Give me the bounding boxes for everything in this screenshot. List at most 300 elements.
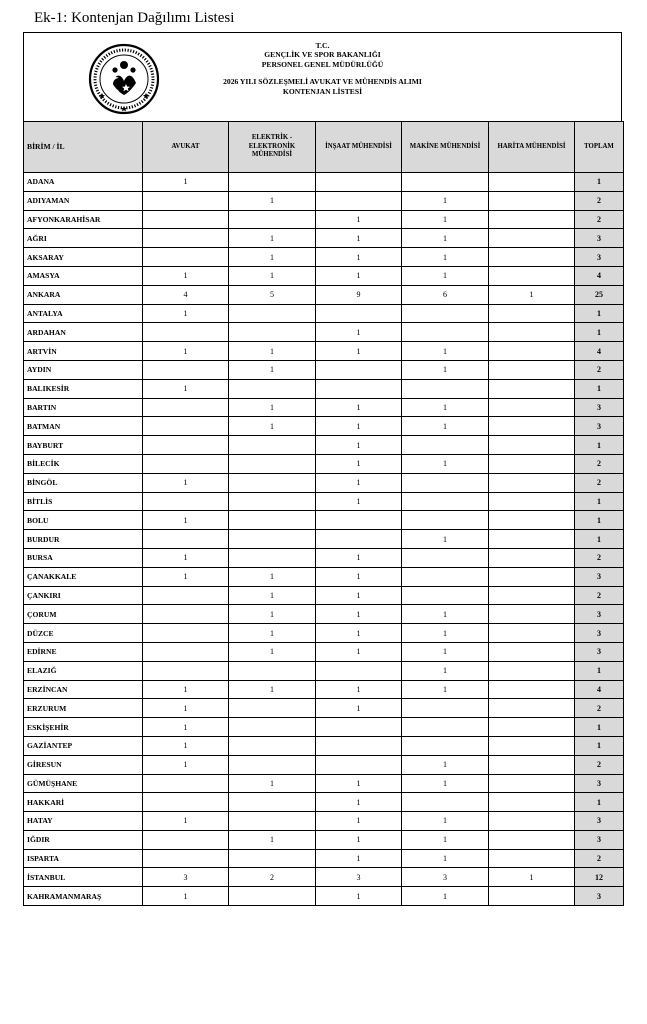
cell-makine [402, 699, 489, 718]
col-header-harita: HARİTA MÜHENDİSİ [489, 122, 575, 173]
cell-insaat [316, 530, 402, 549]
cell-insaat: 1 [316, 210, 402, 229]
cell-harita [489, 624, 575, 643]
cell-il: AYDIN [24, 360, 143, 379]
header-recruitment-title: 2026 YILI SÖZLEŞMELİ AVUKAT VE MÜHENDİS ALIMI [223, 77, 422, 87]
cell-il: GİRESUN [24, 755, 143, 774]
cell-makine [402, 473, 489, 492]
table-row [24, 661, 624, 680]
cell-insaat [316, 661, 402, 680]
cell-avukat: 1 [143, 887, 229, 906]
cell-elektrik: 1 [229, 342, 316, 361]
cell-insaat: 1 [316, 793, 402, 812]
cell-elektrik [229, 755, 316, 774]
col-header-birim: BİRİM / İL [24, 122, 143, 173]
cell-makine: 1 [402, 812, 489, 831]
cell-elektrik: 5 [229, 285, 316, 304]
cell-il: ADIYAMAN [24, 191, 143, 210]
cell-il: EDİRNE [24, 642, 143, 661]
cell-avukat: 1 [143, 173, 229, 192]
cell-harita [489, 436, 575, 455]
cell-il: ÇANKIRI [24, 586, 143, 605]
cell-insaat: 3 [316, 868, 402, 887]
cell-toplam: 1 [575, 323, 624, 342]
cell-elektrik: 1 [229, 567, 316, 586]
cell-avukat [143, 586, 229, 605]
cell-elektrik [229, 793, 316, 812]
cell-toplam: 4 [575, 680, 624, 699]
cell-avukat: 1 [143, 736, 229, 755]
cell-insaat [316, 379, 402, 398]
cell-harita: 1 [489, 868, 575, 887]
cell-makine: 1 [402, 360, 489, 379]
table-row [24, 173, 624, 192]
cell-toplam: 3 [575, 624, 624, 643]
cell-avukat: 3 [143, 868, 229, 887]
cell-harita [489, 454, 575, 473]
cell-avukat [143, 360, 229, 379]
cell-il: ESKİŞEHİR [24, 718, 143, 737]
cell-avukat [143, 229, 229, 248]
cell-avukat [143, 492, 229, 511]
cell-avukat [143, 774, 229, 793]
col-header-makine: MAKİNE MÜHENDİSİ [402, 122, 489, 173]
cell-toplam: 1 [575, 661, 624, 680]
cell-insaat [316, 304, 402, 323]
cell-toplam: 2 [575, 210, 624, 229]
cell-toplam: 2 [575, 755, 624, 774]
cell-insaat: 1 [316, 605, 402, 624]
cell-toplam: 3 [575, 830, 624, 849]
cell-elektrik: 2 [229, 868, 316, 887]
cell-insaat: 1 [316, 624, 402, 643]
cell-insaat: 1 [316, 699, 402, 718]
cell-makine [402, 567, 489, 586]
cell-insaat: 1 [316, 680, 402, 699]
quota-table [23, 121, 624, 906]
col-header-toplam: TOPLAM [575, 122, 624, 173]
cell-harita [489, 266, 575, 285]
cell-makine: 1 [402, 229, 489, 248]
table-row [24, 642, 624, 661]
cell-avukat: 1 [143, 718, 229, 737]
cell-makine: 1 [402, 248, 489, 267]
header-directorate: PERSONEL GENEL MÜDÜRLÜĞÜ [261, 59, 384, 69]
cell-makine: 6 [402, 285, 489, 304]
table-row [24, 774, 624, 793]
cell-elektrik: 1 [229, 191, 316, 210]
cell-insaat: 1 [316, 774, 402, 793]
table-row [24, 812, 624, 831]
table-row [24, 793, 624, 812]
table-row [24, 229, 624, 248]
cell-harita [489, 511, 575, 530]
cell-il: BARTIN [24, 398, 143, 417]
cell-avukat [143, 436, 229, 455]
table-row [24, 398, 624, 417]
cell-makine: 3 [402, 868, 489, 887]
cell-il: BOLU [24, 511, 143, 530]
cell-avukat: 1 [143, 342, 229, 361]
cell-toplam: 1 [575, 718, 624, 737]
table-row [24, 624, 624, 643]
cell-makine: 1 [402, 398, 489, 417]
cell-insaat: 1 [316, 642, 402, 661]
cell-insaat [316, 511, 402, 530]
cell-avukat: 1 [143, 755, 229, 774]
cell-harita [489, 379, 575, 398]
table-row [24, 530, 624, 549]
cell-makine: 1 [402, 887, 489, 906]
table-row [24, 379, 624, 398]
cell-il: AKSARAY [24, 248, 143, 267]
cell-avukat [143, 210, 229, 229]
cell-harita [489, 417, 575, 436]
cell-insaat: 1 [316, 812, 402, 831]
document-title: Ek-1: Kontenjan Dağılımı Listesi [34, 10, 235, 26]
cell-makine [402, 492, 489, 511]
cell-toplam: 4 [575, 266, 624, 285]
cell-harita [489, 191, 575, 210]
cell-toplam: 2 [575, 473, 624, 492]
cell-il: ERZURUM [24, 699, 143, 718]
cell-harita [489, 530, 575, 549]
cell-harita [489, 812, 575, 831]
cell-harita [489, 173, 575, 192]
cell-il: GAZİANTEP [24, 736, 143, 755]
table-row [24, 454, 624, 473]
cell-elektrik [229, 511, 316, 530]
cell-elektrik [229, 530, 316, 549]
table-row [24, 210, 624, 229]
cell-avukat [143, 530, 229, 549]
table-body [24, 173, 624, 906]
cell-makine [402, 718, 489, 737]
cell-elektrik: 1 [229, 417, 316, 436]
header-tc: T.C. [315, 41, 330, 50]
cell-avukat: 1 [143, 548, 229, 567]
table-row [24, 417, 624, 436]
cell-avukat: 1 [143, 266, 229, 285]
cell-elektrik: 1 [229, 830, 316, 849]
cell-insaat [316, 718, 402, 737]
cell-harita [489, 774, 575, 793]
cell-toplam: 1 [575, 530, 624, 549]
header-list-title: KONTENJAN LİSTESİ [282, 86, 363, 96]
cell-elektrik [229, 661, 316, 680]
cell-toplam: 3 [575, 887, 624, 906]
cell-toplam: 3 [575, 605, 624, 624]
cell-toplam: 3 [575, 567, 624, 586]
cell-il: BİTLİS [24, 492, 143, 511]
cell-avukat: 1 [143, 567, 229, 586]
cell-elektrik [229, 173, 316, 192]
cell-makine: 1 [402, 624, 489, 643]
table-row [24, 605, 624, 624]
cell-elektrik: 1 [229, 605, 316, 624]
cell-avukat: 1 [143, 304, 229, 323]
cell-harita [489, 736, 575, 755]
cell-toplam: 3 [575, 248, 624, 267]
cell-insaat: 1 [316, 887, 402, 906]
cell-insaat: 1 [316, 229, 402, 248]
cell-elektrik: 1 [229, 774, 316, 793]
cell-makine: 1 [402, 661, 489, 680]
cell-insaat: 1 [316, 473, 402, 492]
cell-makine: 1 [402, 530, 489, 549]
cell-elektrik [229, 699, 316, 718]
cell-toplam: 1 [575, 492, 624, 511]
cell-toplam: 12 [575, 868, 624, 887]
table-row [24, 830, 624, 849]
cell-avukat: 1 [143, 680, 229, 699]
table-row [24, 492, 624, 511]
letterhead-text [24, 41, 621, 96]
table-row [24, 567, 624, 586]
table-row [24, 511, 624, 530]
cell-avukat [143, 849, 229, 868]
cell-il: BATMAN [24, 417, 143, 436]
cell-avukat [143, 248, 229, 267]
cell-makine [402, 436, 489, 455]
cell-harita [489, 342, 575, 361]
cell-harita [489, 360, 575, 379]
cell-harita [489, 586, 575, 605]
cell-avukat: 1 [143, 699, 229, 718]
cell-il: KAHRAMANMARAŞ [24, 887, 143, 906]
cell-il: BAYBURT [24, 436, 143, 455]
table-row [24, 248, 624, 267]
cell-makine [402, 379, 489, 398]
cell-harita [489, 718, 575, 737]
cell-il: ÇORUM [24, 605, 143, 624]
cell-avukat: 1 [143, 473, 229, 492]
col-header-avukat: AVUKAT [143, 122, 229, 173]
cell-makine: 1 [402, 417, 489, 436]
table-row [24, 342, 624, 361]
cell-toplam: 3 [575, 417, 624, 436]
cell-harita [489, 699, 575, 718]
cell-elektrik: 1 [229, 624, 316, 643]
table-row [24, 699, 624, 718]
cell-insaat: 1 [316, 266, 402, 285]
cell-elektrik: 1 [229, 266, 316, 285]
cell-avukat [143, 830, 229, 849]
cell-insaat: 1 [316, 586, 402, 605]
cell-toplam: 3 [575, 812, 624, 831]
table-row [24, 266, 624, 285]
cell-harita [489, 605, 575, 624]
cell-il: AFYONKARAHİSAR [24, 210, 143, 229]
cell-makine [402, 793, 489, 812]
cell-elektrik: 1 [229, 360, 316, 379]
cell-il: DÜZCE [24, 624, 143, 643]
cell-avukat [143, 793, 229, 812]
cell-insaat: 1 [316, 492, 402, 511]
cell-avukat [143, 624, 229, 643]
cell-toplam: 1 [575, 173, 624, 192]
cell-il: BURSA [24, 548, 143, 567]
cell-insaat: 9 [316, 285, 402, 304]
cell-harita [489, 755, 575, 774]
cell-elektrik: 1 [229, 642, 316, 661]
cell-toplam: 2 [575, 191, 624, 210]
cell-harita [489, 887, 575, 906]
cell-il: HATAY [24, 812, 143, 831]
col-header-insaat: İNŞAAT MÜHENDİSİ [316, 122, 402, 173]
cell-il: ARTVİN [24, 342, 143, 361]
cell-elektrik: 1 [229, 398, 316, 417]
table-row [24, 849, 624, 868]
cell-toplam: 2 [575, 699, 624, 718]
cell-il: BALIKESİR [24, 379, 143, 398]
cell-toplam: 4 [575, 342, 624, 361]
cell-insaat: 1 [316, 436, 402, 455]
cell-elektrik [229, 548, 316, 567]
cell-toplam: 1 [575, 793, 624, 812]
cell-elektrik: 1 [229, 586, 316, 605]
cell-makine: 1 [402, 642, 489, 661]
cell-harita [489, 830, 575, 849]
cell-harita [489, 304, 575, 323]
cell-il: İSTANBUL [24, 868, 143, 887]
table-row [24, 736, 624, 755]
cell-il: ANKARA [24, 285, 143, 304]
cell-harita [489, 680, 575, 699]
cell-avukat: 1 [143, 379, 229, 398]
cell-harita [489, 473, 575, 492]
cell-makine: 1 [402, 830, 489, 849]
cell-elektrik [229, 210, 316, 229]
cell-elektrik [229, 379, 316, 398]
cell-insaat: 1 [316, 323, 402, 342]
cell-harita [489, 567, 575, 586]
cell-insaat: 1 [316, 454, 402, 473]
table-row [24, 436, 624, 455]
cell-insaat [316, 173, 402, 192]
cell-il: ANTALYA [24, 304, 143, 323]
cell-il: IĞDIR [24, 830, 143, 849]
table-row [24, 887, 624, 906]
cell-makine: 1 [402, 774, 489, 793]
cell-avukat [143, 417, 229, 436]
cell-insaat: 1 [316, 567, 402, 586]
cell-il: HAKKARİ [24, 793, 143, 812]
cell-makine [402, 736, 489, 755]
cell-insaat [316, 360, 402, 379]
cell-elektrik [229, 304, 316, 323]
cell-makine [402, 511, 489, 530]
table-row [24, 548, 624, 567]
cell-avukat [143, 191, 229, 210]
cell-harita [489, 229, 575, 248]
cell-makine: 1 [402, 191, 489, 210]
header-ministry: GENÇLİK VE SPOR BAKANLIĞI [264, 50, 381, 60]
cell-toplam: 2 [575, 548, 624, 567]
cell-toplam: 1 [575, 511, 624, 530]
cell-elektrik [229, 492, 316, 511]
cell-harita [489, 793, 575, 812]
cell-elektrik [229, 436, 316, 455]
cell-avukat: 1 [143, 511, 229, 530]
cell-makine: 1 [402, 266, 489, 285]
cell-avukat: 4 [143, 285, 229, 304]
table-row [24, 304, 624, 323]
cell-makine: 1 [402, 454, 489, 473]
cell-toplam: 3 [575, 229, 624, 248]
table-row [24, 680, 624, 699]
cell-avukat [143, 323, 229, 342]
cell-il: ISPARTA [24, 849, 143, 868]
table-header-row [24, 122, 624, 173]
cell-il: BURDUR [24, 530, 143, 549]
cell-insaat: 1 [316, 830, 402, 849]
cell-elektrik [229, 849, 316, 868]
cell-toplam: 2 [575, 849, 624, 868]
cell-harita [489, 492, 575, 511]
cell-harita [489, 642, 575, 661]
cell-toplam: 3 [575, 398, 624, 417]
cell-toplam: 1 [575, 304, 624, 323]
cell-il: ELAZIĞ [24, 661, 143, 680]
cell-toplam: 2 [575, 586, 624, 605]
cell-toplam: 1 [575, 736, 624, 755]
cell-avukat: 1 [143, 812, 229, 831]
cell-insaat: 1 [316, 849, 402, 868]
cell-toplam: 3 [575, 642, 624, 661]
table-row [24, 323, 624, 342]
cell-il: ÇANAKKALE [24, 567, 143, 586]
table-row [24, 360, 624, 379]
cell-toplam: 2 [575, 454, 624, 473]
cell-harita: 1 [489, 285, 575, 304]
cell-toplam: 1 [575, 436, 624, 455]
cell-makine: 1 [402, 680, 489, 699]
cell-makine: 1 [402, 755, 489, 774]
cell-elektrik [229, 736, 316, 755]
cell-il: BİLECİK [24, 454, 143, 473]
cell-makine [402, 323, 489, 342]
cell-avukat [143, 605, 229, 624]
cell-makine: 1 [402, 605, 489, 624]
cell-toplam: 3 [575, 774, 624, 793]
cell-harita [489, 323, 575, 342]
cell-insaat: 1 [316, 548, 402, 567]
table-row [24, 718, 624, 737]
cell-makine [402, 304, 489, 323]
cell-elektrik [229, 473, 316, 492]
cell-harita [489, 210, 575, 229]
cell-elektrik [229, 887, 316, 906]
cell-harita [489, 398, 575, 417]
letterhead [23, 32, 622, 122]
cell-insaat: 1 [316, 248, 402, 267]
table-row [24, 191, 624, 210]
cell-insaat: 1 [316, 342, 402, 361]
cell-insaat [316, 736, 402, 755]
cell-harita [489, 248, 575, 267]
cell-il: AMASYA [24, 266, 143, 285]
cell-avukat [143, 398, 229, 417]
cell-il: ADANA [24, 173, 143, 192]
cell-insaat: 1 [316, 398, 402, 417]
table-row [24, 285, 624, 304]
cell-makine [402, 548, 489, 567]
table-row [24, 755, 624, 774]
col-header-elektrik: ELEKTRİK - ELEKTRONİK MÜHENDİSİ [229, 122, 316, 173]
cell-makine [402, 586, 489, 605]
table-row [24, 586, 624, 605]
